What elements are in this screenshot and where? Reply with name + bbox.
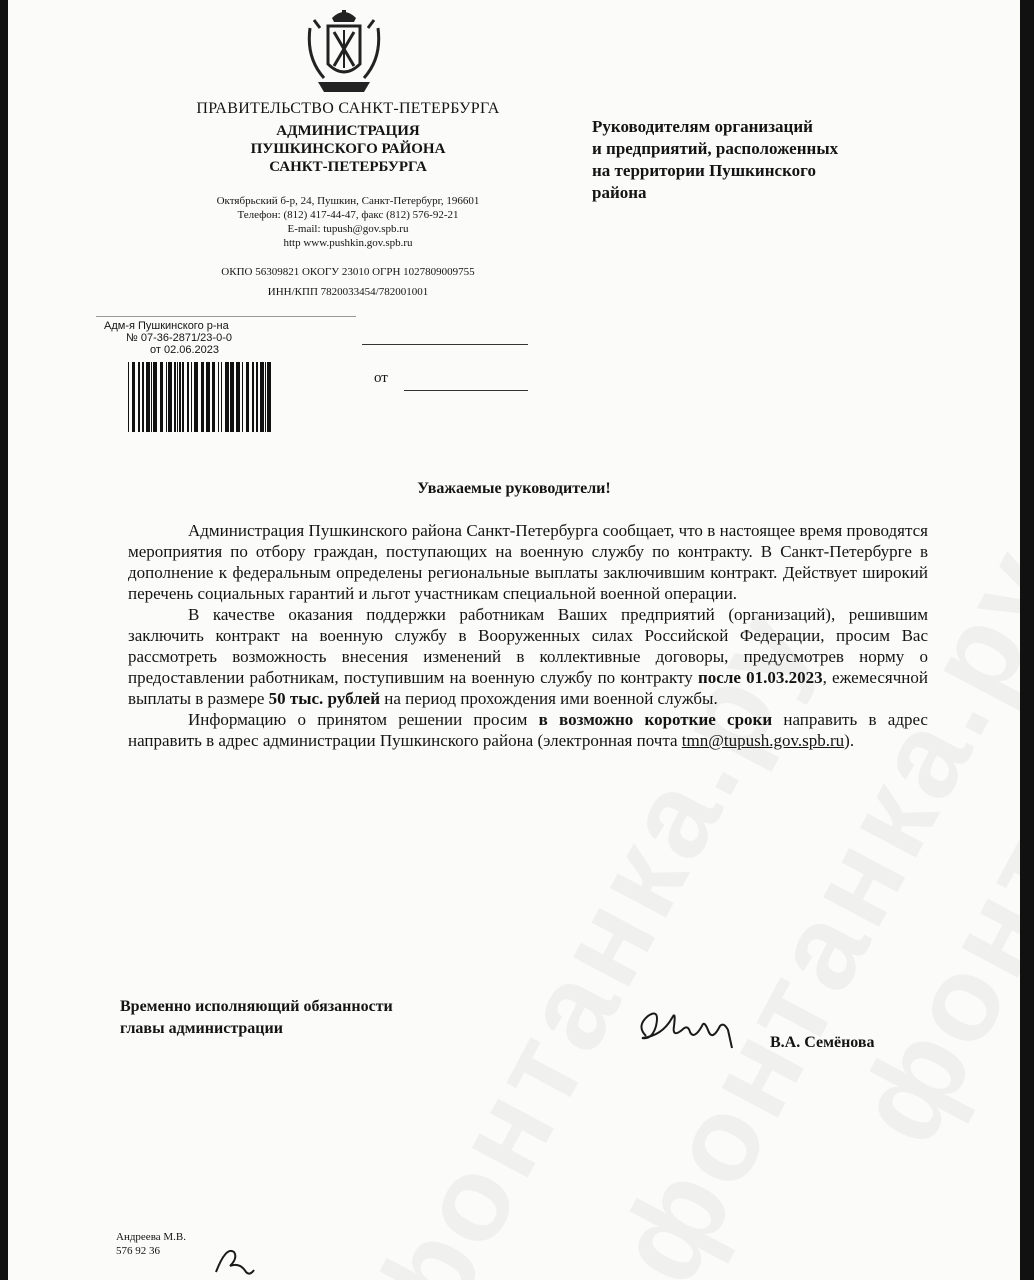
greeting: Уважаемые руководители! [417,480,611,497]
executor-info [116,1230,186,1258]
paragraph-1: Администрация Пушкинского района Санкт-Петербурга сообщает, что в настоящее время проводятся мероприятия по отбору граждан, поступающих на военную службу по контракту. В Санкт-Петербурге в дополнение к федеральным определены региональные выплаты заключившим контракт. Действует широкий перечень социальных гарантий и льгот участникам специальной военной операции. [128,521,928,603]
email-link[interactable]: tmn@tupush.gov.spb.ru [681,731,845,750]
address: Октябрьский б-р, 24, Пушкин, Санкт-Петербург, 196601 [216,195,480,207]
reference-number-line [362,344,528,345]
handwritten-signature [632,996,742,1056]
addressee: Руководителям организаций и предприятий, расположенных на территории Пушкинского района [592,117,839,202]
letter-page [8,0,1020,1280]
paragraph-2: В качестве оказания поддержки работникам Ваших предприятий (организаций), решившим заключить контракт на военную службу в Вооруженных силах Российской Федерации, просим Вас рассмотреть возможность внесения изменений в коллективные договоры, предусмотрев норму о предоставлении работникам, поступившим на военную службу по контракту после 01.03.2023, ежемесячной выплаты в размере 50 тыс. рублей на период прохождения ими военной службы. [128,605,928,708]
reference-from-label: от [374,370,388,386]
signatory-title: Временно исполняющий обязанности главы администрации [120,998,393,1037]
executor-name: Андреева М.В. [116,1231,186,1243]
letter-body [128,520,928,751]
website: http www.pushkin.gov.spb.ru [283,237,413,249]
divider [96,316,356,317]
registration-number: № 07-36-2871/23-0-0 [126,332,232,344]
reference-date-line [404,390,528,391]
government-name: ПРАВИТЕЛЬСТВО САНКТ-ПЕТЕРБУРГА [196,100,500,117]
barcode [128,362,276,432]
paragraph-3: Информацию о принятом решении просим в возможно короткие сроки направить в адрес направить в адрес администрации Пушкинского района (электронная почта tmn@tupush.gov.spb.ru). [128,710,928,750]
email: E-mail: tupush@gov.spb.ru [287,223,409,235]
administration-name: АДМИНИСТРАЦИЯ ПУШКИНСКОГО РАЙОНА САНКТ-ПЕТЕРБУРГА [250,123,446,175]
contact-info [128,194,568,250]
registration-org: Адм-я Пушкинского р-на [104,320,229,332]
phone: Телефон: (812) 417-44-47, факс (812) 576-92-21 [237,209,459,221]
signatory-name: В.А. Семёнова [770,1034,875,1051]
coat-of-arms-icon [304,8,384,96]
registration-stamp [104,320,232,356]
handwritten-initials [212,1242,256,1278]
executor-phone: 576 92 36 [116,1245,160,1257]
registration-date: от 02.06.2023 [150,344,220,356]
registry-codes: ОКПО 56309821 ОКОГУ 23010 ОГРН 1027809009755 ИНН/КПП 7820033454/782001001 [221,266,475,298]
